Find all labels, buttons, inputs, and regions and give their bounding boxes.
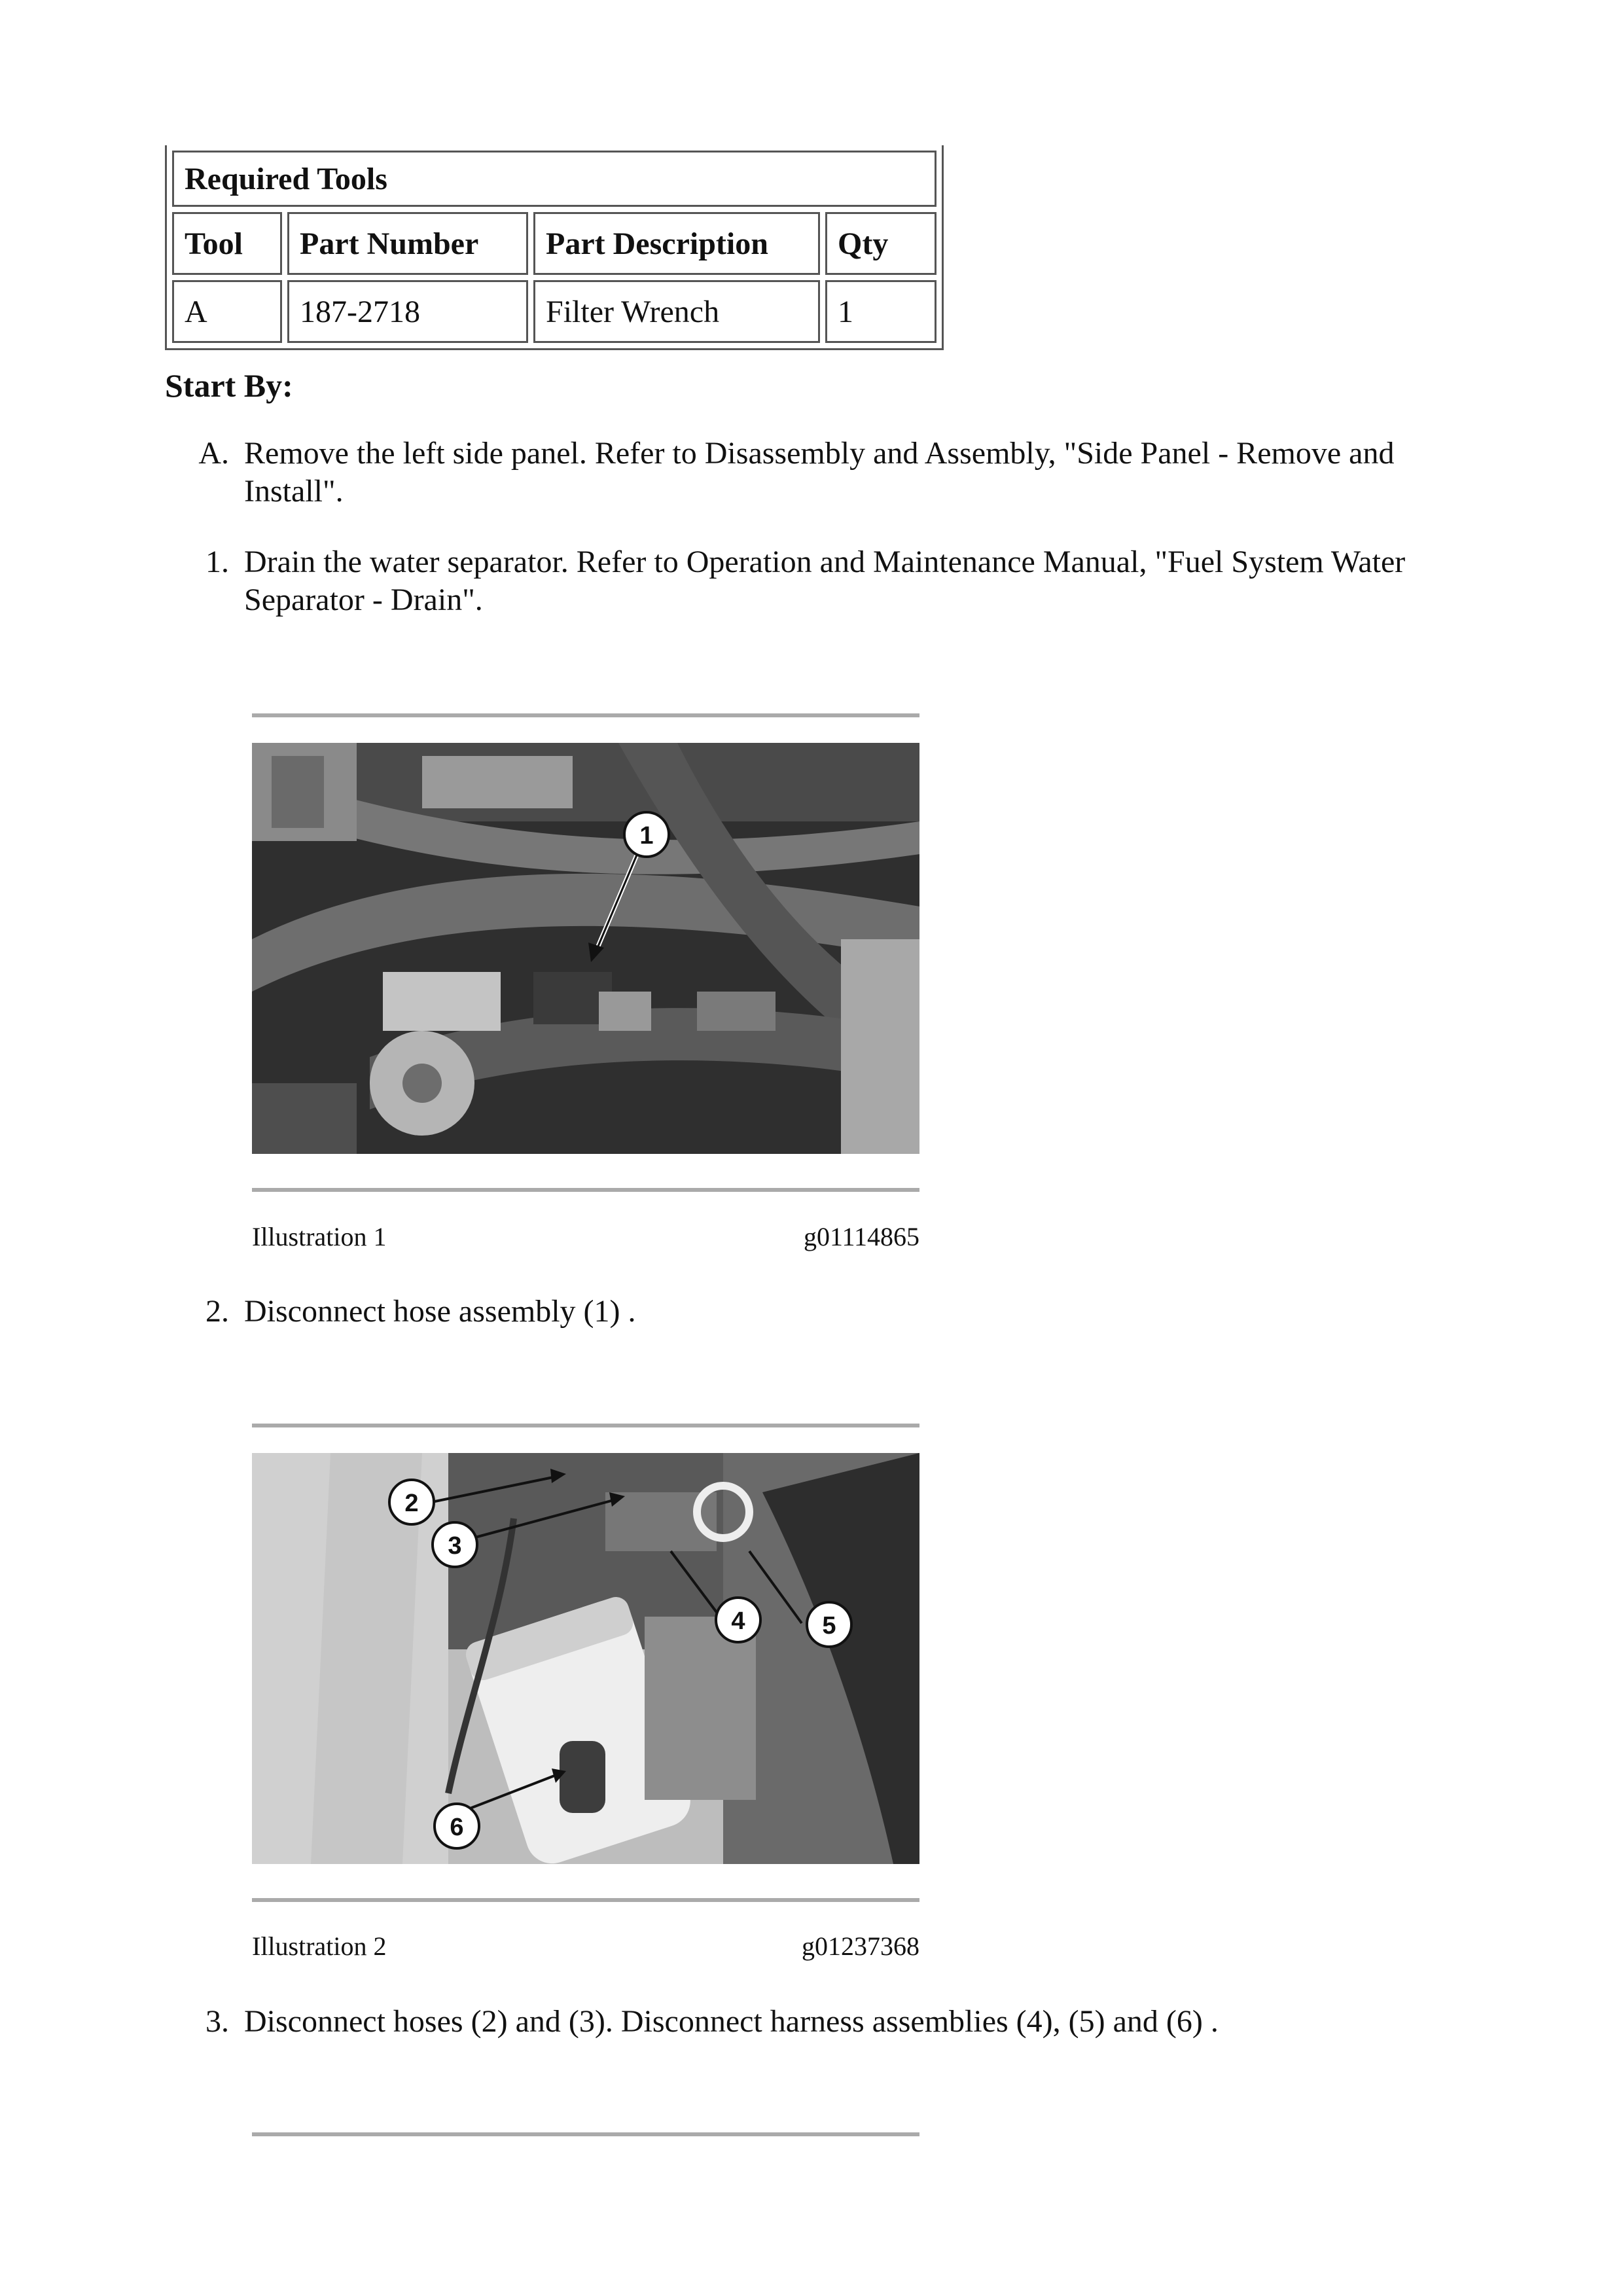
step-2-text: Disconnect hose assembly (1) .	[244, 1294, 636, 1329]
step-1-marker: 1.	[205, 545, 229, 579]
illustration-3-top-rule	[252, 2132, 919, 2136]
step-2-marker: 2.	[205, 1294, 229, 1329]
table-title: Required Tools	[172, 151, 936, 207]
start-by-item-text: Remove the left side panel. Refer to Disassembly and Assembly, "Side Panel - Remove and Install".	[244, 436, 1395, 509]
callout-1-label: 1	[639, 822, 654, 850]
table-row	[172, 280, 936, 343]
step-3-marker: 3.	[205, 2004, 229, 2039]
column-header-tool: Tool	[172, 212, 282, 275]
cell-part-number: 187-2718	[287, 280, 528, 343]
table-header-row	[172, 212, 936, 275]
start-by-heading: Start By:	[165, 367, 293, 404]
cell-tool: A	[172, 280, 282, 343]
illustration-1-id: g01114865	[803, 1222, 919, 1251]
illustration-1-bottom-rule	[252, 1188, 919, 1192]
step-1-text: Drain the water separator. Refer to Operation and Maintenance Manual, "Fuel System Water Separator - Drain".	[244, 545, 1406, 617]
illustration-2-photo	[252, 1453, 919, 1864]
illustration-2-id: g01237368	[802, 1931, 919, 1961]
callout-2-label: 2	[404, 1490, 419, 1517]
required-tools-table	[165, 145, 944, 350]
column-header-qty: Qty	[825, 212, 936, 275]
column-header-part-description: Part Description	[533, 212, 820, 275]
illustration-1-photo	[252, 743, 919, 1154]
callout-5-label: 5	[822, 1612, 836, 1640]
illustration-2-bottom-rule	[252, 1898, 919, 1902]
illustration-1-top-rule	[252, 713, 919, 717]
callout-3-label: 3	[448, 1532, 462, 1560]
start-by-marker: A.	[198, 436, 229, 471]
illustration-1-label: Illustration 1	[252, 1222, 387, 1251]
column-header-part-number: Part Number	[287, 212, 528, 275]
callout-4-label: 4	[731, 1607, 745, 1635]
callout-6-label: 6	[450, 1814, 464, 1841]
illustration-2-top-rule	[252, 1424, 919, 1427]
cell-part-description: Filter Wrench	[533, 280, 820, 343]
step-3-text: Disconnect hoses (2) and (3). Disconnect harness assemblies (4), (5) and (6) .	[244, 2004, 1219, 2039]
cell-qty: 1	[825, 280, 936, 343]
illustration-2-label: Illustration 2	[252, 1931, 387, 1961]
